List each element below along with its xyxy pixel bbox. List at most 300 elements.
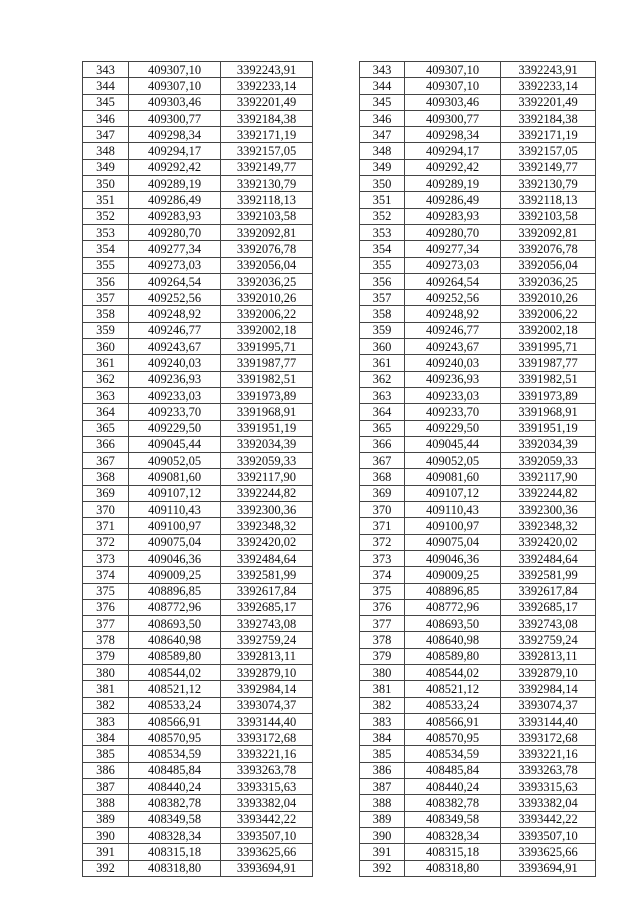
right-y-coordinate-cell: 3392117,90 (501, 469, 596, 485)
table-row (83, 78, 596, 94)
column-gap (313, 257, 360, 273)
right-y-coordinate-cell: 3393315,63 (501, 779, 596, 795)
left-y-coordinate-cell: 3392759,24 (221, 632, 313, 648)
right-y-coordinate-cell: 3393442,22 (501, 811, 596, 827)
left-point-number-cell: 377 (83, 616, 129, 632)
table-row (83, 355, 596, 371)
column-gap (313, 143, 360, 159)
table-row (83, 192, 596, 208)
left-point-number-cell: 378 (83, 632, 129, 648)
right-y-coordinate-cell: 3391968,91 (501, 404, 596, 420)
left-y-coordinate-cell: 3393263,78 (221, 762, 313, 778)
right-point-number-cell: 349 (360, 159, 405, 175)
right-x-coordinate-cell: 409107,12 (405, 485, 501, 501)
left-y-coordinate-cell: 3392685,17 (221, 599, 313, 615)
right-point-number-cell: 370 (360, 502, 405, 518)
column-gap (313, 567, 360, 583)
table-row (83, 387, 596, 403)
table-row (83, 762, 596, 778)
left-x-coordinate-cell: 408440,24 (129, 779, 221, 795)
left-x-coordinate-cell: 408521,12 (129, 681, 221, 697)
left-y-coordinate-cell: 3391973,89 (221, 387, 313, 403)
column-gap (313, 420, 360, 436)
left-point-number-cell: 345 (83, 94, 129, 110)
left-y-coordinate-cell: 3392157,05 (221, 143, 313, 159)
right-x-coordinate-cell: 409110,43 (405, 502, 501, 518)
left-y-coordinate-cell: 3393221,16 (221, 746, 313, 762)
left-x-coordinate-cell: 409286,49 (129, 192, 221, 208)
right-point-number-cell: 371 (360, 518, 405, 534)
left-x-coordinate-cell: 409246,77 (129, 322, 221, 338)
right-x-coordinate-cell: 408544,02 (405, 664, 501, 680)
right-point-number-cell: 387 (360, 779, 405, 795)
table-row (83, 404, 596, 420)
left-point-number-cell: 389 (83, 811, 129, 827)
left-y-coordinate-cell: 3392743,08 (221, 616, 313, 632)
right-point-number-cell: 364 (360, 404, 405, 420)
left-point-number-cell: 350 (83, 176, 129, 192)
column-gap (313, 62, 360, 78)
right-y-coordinate-cell: 3392420,02 (501, 534, 596, 550)
right-point-number-cell: 372 (360, 534, 405, 550)
right-x-coordinate-cell: 409052,05 (405, 453, 501, 469)
left-x-coordinate-cell: 409009,25 (129, 567, 221, 583)
right-x-coordinate-cell: 408485,84 (405, 762, 501, 778)
left-x-coordinate-cell: 409307,10 (129, 78, 221, 94)
right-x-coordinate-cell: 409045,44 (405, 436, 501, 452)
left-y-coordinate-cell: 3392056,04 (221, 257, 313, 273)
right-x-coordinate-cell: 408533,24 (405, 697, 501, 713)
right-x-coordinate-cell: 408589,80 (405, 648, 501, 664)
right-point-number-cell: 366 (360, 436, 405, 452)
table-row (83, 534, 596, 550)
left-x-coordinate-cell: 409298,34 (129, 127, 221, 143)
table-row (83, 746, 596, 762)
right-y-coordinate-cell: 3393221,16 (501, 746, 596, 762)
left-x-coordinate-cell: 408566,91 (129, 713, 221, 729)
left-x-coordinate-cell: 408772,96 (129, 599, 221, 615)
right-point-number-cell: 378 (360, 632, 405, 648)
right-y-coordinate-cell: 3392076,78 (501, 241, 596, 257)
right-point-number-cell: 391 (360, 844, 405, 860)
left-x-coordinate-cell: 409300,77 (129, 110, 221, 126)
column-gap (313, 811, 360, 827)
left-x-coordinate-cell: 408349,58 (129, 811, 221, 827)
right-x-coordinate-cell: 409289,19 (405, 176, 501, 192)
right-point-number-cell: 369 (360, 485, 405, 501)
right-x-coordinate-cell: 409229,50 (405, 420, 501, 436)
right-y-coordinate-cell: 3392103,58 (501, 208, 596, 224)
right-point-number-cell: 350 (360, 176, 405, 192)
column-gap (313, 469, 360, 485)
table-row (83, 339, 596, 355)
right-y-coordinate-cell: 3393694,91 (501, 860, 596, 876)
left-y-coordinate-cell: 3392484,64 (221, 550, 313, 566)
right-x-coordinate-cell: 409252,56 (405, 290, 501, 306)
left-y-coordinate-cell: 3392233,14 (221, 78, 313, 94)
right-y-coordinate-cell: 3393172,68 (501, 730, 596, 746)
left-point-number-cell: 365 (83, 420, 129, 436)
right-y-coordinate-cell: 3391987,77 (501, 355, 596, 371)
left-y-coordinate-cell: 3392617,84 (221, 583, 313, 599)
right-y-coordinate-cell: 3393263,78 (501, 762, 596, 778)
left-x-coordinate-cell: 409229,50 (129, 420, 221, 436)
column-gap (313, 730, 360, 746)
column-gap (313, 534, 360, 550)
table-row (83, 257, 596, 273)
left-y-coordinate-cell: 3392036,25 (221, 273, 313, 289)
column-gap (313, 860, 360, 876)
table-row (83, 290, 596, 306)
right-point-number-cell: 374 (360, 567, 405, 583)
right-y-coordinate-cell: 3391973,89 (501, 387, 596, 403)
left-x-coordinate-cell: 409046,36 (129, 550, 221, 566)
left-point-number-cell: 364 (83, 404, 129, 420)
right-x-coordinate-cell: 409280,70 (405, 224, 501, 240)
right-y-coordinate-cell: 3392743,08 (501, 616, 596, 632)
right-y-coordinate-cell: 3392201,49 (501, 94, 596, 110)
right-x-coordinate-cell: 409100,97 (405, 518, 501, 534)
column-gap (313, 502, 360, 518)
left-point-number-cell: 360 (83, 339, 129, 355)
right-y-coordinate-cell: 3393074,37 (501, 697, 596, 713)
left-y-coordinate-cell: 3392348,32 (221, 518, 313, 534)
left-point-number-cell: 387 (83, 779, 129, 795)
right-y-coordinate-cell: 3392118,13 (501, 192, 596, 208)
right-x-coordinate-cell: 409294,17 (405, 143, 501, 159)
right-x-coordinate-cell: 409075,04 (405, 534, 501, 550)
left-y-coordinate-cell: 3392103,58 (221, 208, 313, 224)
right-point-number-cell: 377 (360, 616, 405, 632)
left-point-number-cell: 384 (83, 730, 129, 746)
left-x-coordinate-cell: 409252,56 (129, 290, 221, 306)
column-gap (313, 827, 360, 843)
right-y-coordinate-cell: 3392149,77 (501, 159, 596, 175)
table-row (83, 632, 596, 648)
table-row (83, 62, 596, 78)
left-y-coordinate-cell: 3392300,36 (221, 502, 313, 518)
right-x-coordinate-cell: 409264,54 (405, 273, 501, 289)
left-point-number-cell: 392 (83, 860, 129, 876)
left-x-coordinate-cell: 408318,80 (129, 860, 221, 876)
table-row (83, 713, 596, 729)
left-point-number-cell: 371 (83, 518, 129, 534)
left-x-coordinate-cell: 409110,43 (129, 502, 221, 518)
right-point-number-cell: 380 (360, 664, 405, 680)
table-row (83, 94, 596, 110)
column-gap (313, 110, 360, 126)
table-row (83, 436, 596, 452)
column-gap (313, 94, 360, 110)
right-point-number-cell: 345 (360, 94, 405, 110)
right-y-coordinate-cell: 3391982,51 (501, 371, 596, 387)
table-row (83, 779, 596, 795)
left-y-coordinate-cell: 3393625,66 (221, 844, 313, 860)
left-x-coordinate-cell: 409243,67 (129, 339, 221, 355)
right-y-coordinate-cell: 3392581,99 (501, 567, 596, 583)
table-row (83, 844, 596, 860)
left-point-number-cell: 356 (83, 273, 129, 289)
left-y-coordinate-cell: 3392010,26 (221, 290, 313, 306)
right-x-coordinate-cell: 408349,58 (405, 811, 501, 827)
column-gap (313, 322, 360, 338)
left-point-number-cell: 366 (83, 436, 129, 452)
table-row (83, 306, 596, 322)
right-point-number-cell: 359 (360, 322, 405, 338)
column-gap (313, 436, 360, 452)
right-point-number-cell: 381 (360, 681, 405, 697)
table-row (83, 371, 596, 387)
right-y-coordinate-cell: 3392243,91 (501, 62, 596, 78)
left-y-coordinate-cell: 3392118,13 (221, 192, 313, 208)
right-point-number-cell: 383 (360, 713, 405, 729)
right-point-number-cell: 385 (360, 746, 405, 762)
left-point-number-cell: 390 (83, 827, 129, 843)
right-point-number-cell: 362 (360, 371, 405, 387)
left-point-number-cell: 380 (83, 664, 129, 680)
left-point-number-cell: 352 (83, 208, 129, 224)
left-point-number-cell: 354 (83, 241, 129, 257)
table-row (83, 241, 596, 257)
table-row (83, 176, 596, 192)
left-point-number-cell: 361 (83, 355, 129, 371)
left-point-number-cell: 367 (83, 453, 129, 469)
right-y-coordinate-cell: 3392059,33 (501, 453, 596, 469)
left-x-coordinate-cell: 409292,42 (129, 159, 221, 175)
column-gap (313, 485, 360, 501)
left-point-number-cell: 351 (83, 192, 129, 208)
column-gap (313, 583, 360, 599)
right-x-coordinate-cell: 408772,96 (405, 599, 501, 615)
left-y-coordinate-cell: 3392813,11 (221, 648, 313, 664)
left-y-coordinate-cell: 3392420,02 (221, 534, 313, 550)
left-point-number-cell: 374 (83, 567, 129, 583)
right-y-coordinate-cell: 3392759,24 (501, 632, 596, 648)
left-point-number-cell: 386 (83, 762, 129, 778)
right-point-number-cell: 376 (360, 599, 405, 615)
table-row (83, 697, 596, 713)
left-y-coordinate-cell: 3392581,99 (221, 567, 313, 583)
left-x-coordinate-cell: 408589,80 (129, 648, 221, 664)
right-x-coordinate-cell: 409081,60 (405, 469, 501, 485)
left-x-coordinate-cell: 409107,12 (129, 485, 221, 501)
table-row (83, 420, 596, 436)
right-point-number-cell: 352 (360, 208, 405, 224)
coordinates-table-body (83, 62, 596, 877)
column-gap (313, 224, 360, 240)
left-x-coordinate-cell: 409081,60 (129, 469, 221, 485)
column-gap (313, 290, 360, 306)
right-x-coordinate-cell: 408521,12 (405, 681, 501, 697)
column-gap (313, 664, 360, 680)
left-point-number-cell: 359 (83, 322, 129, 338)
left-y-coordinate-cell: 3392034,39 (221, 436, 313, 452)
right-y-coordinate-cell: 3392813,11 (501, 648, 596, 664)
right-point-number-cell: 367 (360, 453, 405, 469)
table-row (83, 860, 596, 876)
right-y-coordinate-cell: 3392010,26 (501, 290, 596, 306)
right-point-number-cell: 348 (360, 143, 405, 159)
left-x-coordinate-cell: 409052,05 (129, 453, 221, 469)
right-point-number-cell: 390 (360, 827, 405, 843)
right-point-number-cell: 392 (360, 860, 405, 876)
right-x-coordinate-cell: 408693,50 (405, 616, 501, 632)
table-row (83, 208, 596, 224)
left-x-coordinate-cell: 408896,85 (129, 583, 221, 599)
right-y-coordinate-cell: 3392685,17 (501, 599, 596, 615)
table-row (83, 827, 596, 843)
table-row (83, 159, 596, 175)
right-x-coordinate-cell: 408566,91 (405, 713, 501, 729)
left-x-coordinate-cell: 409303,46 (129, 94, 221, 110)
left-y-coordinate-cell: 3392171,19 (221, 127, 313, 143)
right-y-coordinate-cell: 3392300,36 (501, 502, 596, 518)
right-x-coordinate-cell: 409303,46 (405, 94, 501, 110)
left-y-coordinate-cell: 3392059,33 (221, 453, 313, 469)
right-y-coordinate-cell: 3392348,32 (501, 518, 596, 534)
column-gap (313, 779, 360, 795)
table-row (83, 730, 596, 746)
right-y-coordinate-cell: 3391951,19 (501, 420, 596, 436)
right-x-coordinate-cell: 409307,10 (405, 62, 501, 78)
right-x-coordinate-cell: 409292,42 (405, 159, 501, 175)
left-x-coordinate-cell: 409100,97 (129, 518, 221, 534)
left-x-coordinate-cell: 409233,03 (129, 387, 221, 403)
left-y-coordinate-cell: 3393442,22 (221, 811, 313, 827)
right-point-number-cell: 386 (360, 762, 405, 778)
column-gap (313, 599, 360, 615)
left-point-number-cell: 370 (83, 502, 129, 518)
right-x-coordinate-cell: 409273,03 (405, 257, 501, 273)
left-x-coordinate-cell: 409248,92 (129, 306, 221, 322)
left-point-number-cell: 353 (83, 224, 129, 240)
left-x-coordinate-cell: 408485,84 (129, 762, 221, 778)
right-y-coordinate-cell: 3392233,14 (501, 78, 596, 94)
right-point-number-cell: 368 (360, 469, 405, 485)
right-x-coordinate-cell: 409233,03 (405, 387, 501, 403)
right-point-number-cell: 363 (360, 387, 405, 403)
left-point-number-cell: 346 (83, 110, 129, 126)
right-x-coordinate-cell: 408570,95 (405, 730, 501, 746)
left-x-coordinate-cell: 408534,59 (129, 746, 221, 762)
right-y-coordinate-cell: 3392036,25 (501, 273, 596, 289)
table-row (83, 599, 596, 615)
right-y-coordinate-cell: 3392184,38 (501, 110, 596, 126)
left-x-coordinate-cell: 408693,50 (129, 616, 221, 632)
right-x-coordinate-cell: 408382,78 (405, 795, 501, 811)
column-gap (313, 453, 360, 469)
right-y-coordinate-cell: 3392879,10 (501, 664, 596, 680)
right-point-number-cell: 379 (360, 648, 405, 664)
right-point-number-cell: 346 (360, 110, 405, 126)
left-x-coordinate-cell: 409307,10 (129, 62, 221, 78)
left-x-coordinate-cell: 409283,93 (129, 208, 221, 224)
column-gap (313, 795, 360, 811)
right-x-coordinate-cell: 409009,25 (405, 567, 501, 583)
right-y-coordinate-cell: 3392617,84 (501, 583, 596, 599)
right-y-coordinate-cell: 3392006,22 (501, 306, 596, 322)
right-point-number-cell: 365 (360, 420, 405, 436)
left-x-coordinate-cell: 408533,24 (129, 697, 221, 713)
left-y-coordinate-cell: 3392076,78 (221, 241, 313, 257)
column-gap (313, 844, 360, 860)
left-x-coordinate-cell: 408640,98 (129, 632, 221, 648)
right-y-coordinate-cell: 3392056,04 (501, 257, 596, 273)
right-y-coordinate-cell: 3392171,19 (501, 127, 596, 143)
left-x-coordinate-cell: 409294,17 (129, 143, 221, 159)
left-point-number-cell: 372 (83, 534, 129, 550)
right-point-number-cell: 351 (360, 192, 405, 208)
left-x-coordinate-cell: 408570,95 (129, 730, 221, 746)
right-point-number-cell: 353 (360, 224, 405, 240)
column-gap (313, 273, 360, 289)
right-x-coordinate-cell: 409286,49 (405, 192, 501, 208)
right-y-coordinate-cell: 3393507,10 (501, 827, 596, 843)
table-row (83, 567, 596, 583)
right-point-number-cell: 373 (360, 550, 405, 566)
left-y-coordinate-cell: 3392244,82 (221, 485, 313, 501)
right-point-number-cell: 355 (360, 257, 405, 273)
left-x-coordinate-cell: 409277,34 (129, 241, 221, 257)
table-row (83, 811, 596, 827)
left-y-coordinate-cell: 3393694,91 (221, 860, 313, 876)
column-gap (313, 339, 360, 355)
left-x-coordinate-cell: 409075,04 (129, 534, 221, 550)
right-point-number-cell: 361 (360, 355, 405, 371)
right-x-coordinate-cell: 409277,34 (405, 241, 501, 257)
left-x-coordinate-cell: 409240,03 (129, 355, 221, 371)
table-row (83, 550, 596, 566)
right-y-coordinate-cell: 3391995,71 (501, 339, 596, 355)
table-row (83, 453, 596, 469)
table-row (83, 143, 596, 159)
right-point-number-cell: 360 (360, 339, 405, 355)
left-y-coordinate-cell: 3391995,71 (221, 339, 313, 355)
left-y-coordinate-cell: 3393315,63 (221, 779, 313, 795)
left-y-coordinate-cell: 3392092,81 (221, 224, 313, 240)
right-x-coordinate-cell: 409283,93 (405, 208, 501, 224)
right-x-coordinate-cell: 408640,98 (405, 632, 501, 648)
left-point-number-cell: 369 (83, 485, 129, 501)
table-row (83, 616, 596, 632)
column-gap (313, 306, 360, 322)
column-gap (313, 550, 360, 566)
left-point-number-cell: 362 (83, 371, 129, 387)
column-gap (313, 241, 360, 257)
column-gap (313, 192, 360, 208)
left-x-coordinate-cell: 408315,18 (129, 844, 221, 860)
left-y-coordinate-cell: 3393172,68 (221, 730, 313, 746)
table-row (83, 518, 596, 534)
right-point-number-cell: 384 (360, 730, 405, 746)
left-x-coordinate-cell: 409264,54 (129, 273, 221, 289)
right-x-coordinate-cell: 408315,18 (405, 844, 501, 860)
right-y-coordinate-cell: 3393625,66 (501, 844, 596, 860)
right-point-number-cell: 343 (360, 62, 405, 78)
right-y-coordinate-cell: 3392157,05 (501, 143, 596, 159)
right-point-number-cell: 357 (360, 290, 405, 306)
left-x-coordinate-cell: 409233,70 (129, 404, 221, 420)
column-gap (313, 355, 360, 371)
left-y-coordinate-cell: 3393144,40 (221, 713, 313, 729)
table-row (83, 273, 596, 289)
column-gap (313, 404, 360, 420)
left-point-number-cell: 376 (83, 599, 129, 615)
column-gap (313, 713, 360, 729)
left-y-coordinate-cell: 3392130,79 (221, 176, 313, 192)
left-y-coordinate-cell: 3391987,77 (221, 355, 313, 371)
right-x-coordinate-cell: 409046,36 (405, 550, 501, 566)
